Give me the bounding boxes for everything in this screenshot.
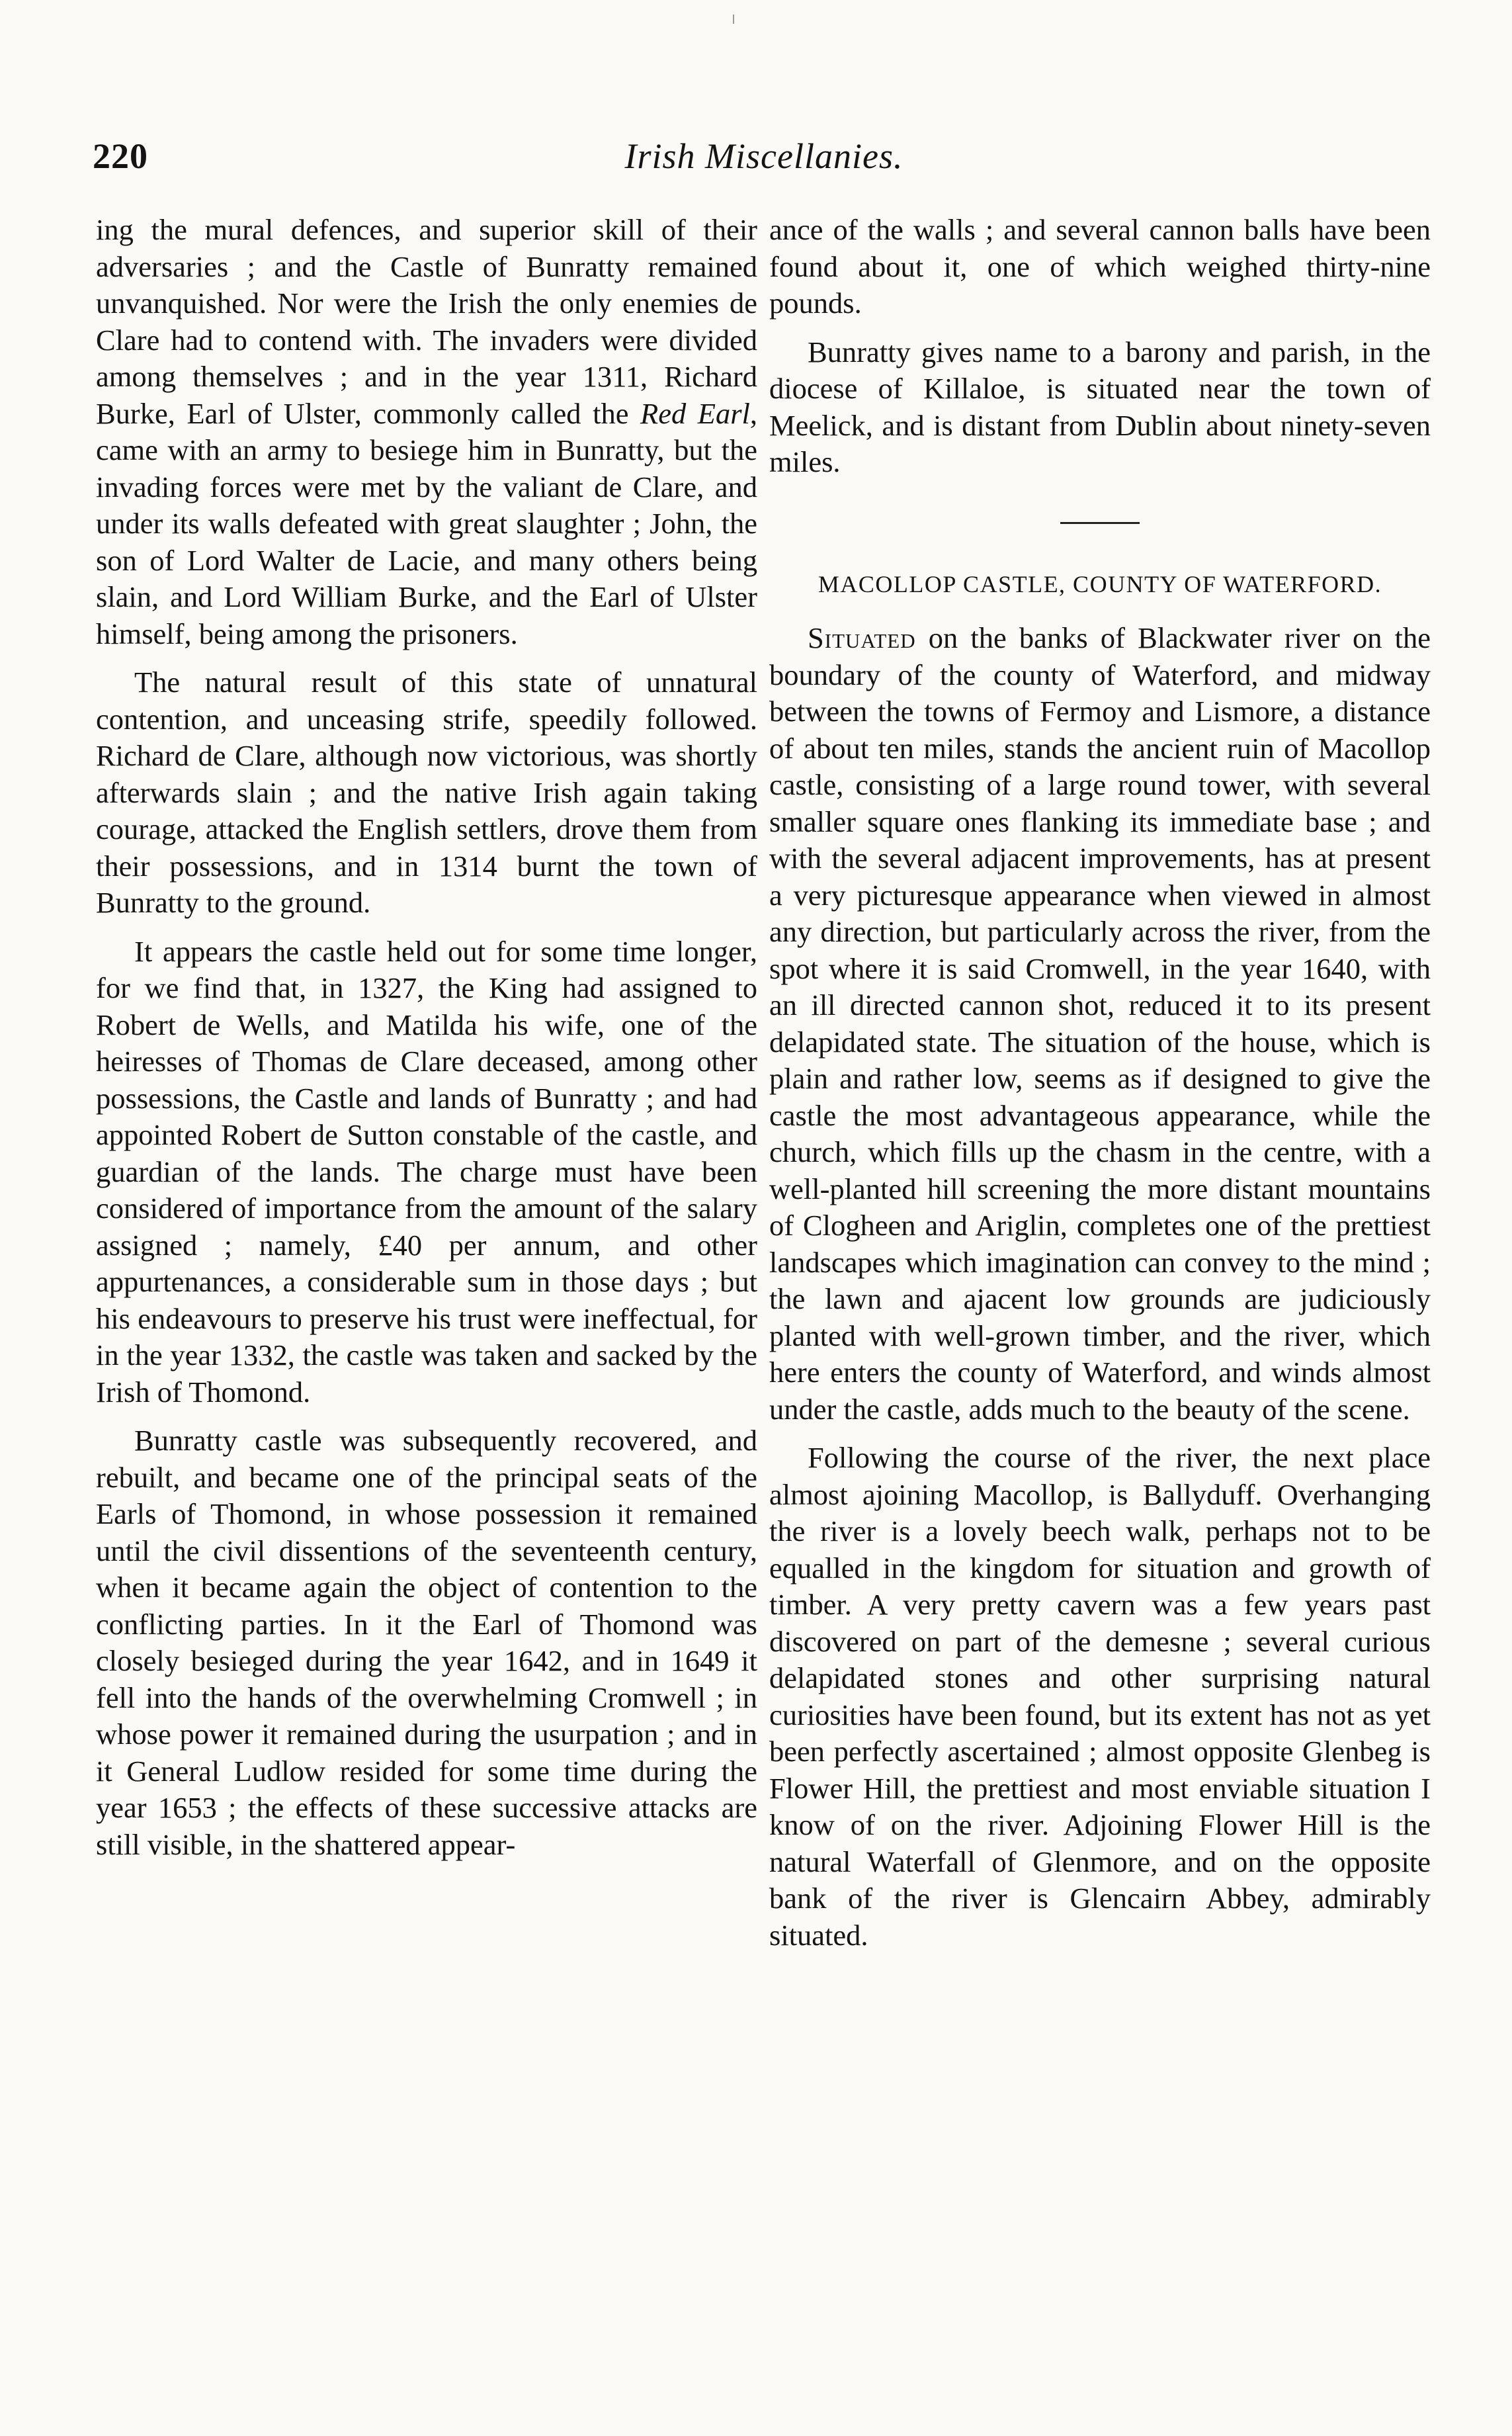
paragraph: Bunratty castle was subsequently recovered, and rebuilt, and became one of the principal seats of the Earls of Thomond, in whose possession it remained until the civil dissentions of the seventeenth century, when it became again the object of contention to the conflicting parties. In it the Earl of Thomond was closely besieged during the year 1642, and in 1649 it fell into the hands of the overwhelming Cromwell ; in whose power it remained during the usurpation ; and in it General Ludlow resided for some time during the year 1653 ; the effects of these successive attacks are still visible, in the shattered appear- xyxy=(96,1424,757,1861)
paragraph-text: on the banks of Blackwater river on the boundary of the county of Waterford, and midway between the towns of Fermoy and Lismore, a distance of about ten miles, stands the ancient ruin of Macollop castle, consisting of a large round tower, with several smaller square ones flanking its immediate base ; and with the several adjacent improvements, has at present a very picturesque appearance when viewed in almost any direction, but particularly across the river, from the spot where it is said Cromwell, in the year 1640, with an ill directed cannon shot, reduced it to its present delapidated state. The situation of the house, which is plain and rather low, seems as if designed to give the castle the most advantageous appearance, while the church, which fills up the chasm in the centre, with a well-planted hill screening the more distant mountains of Clogheen and Ariglin, completes one of the prettiest landscapes which imagination can convey to the mind ; the lawn and ajacent low grounds are judiciously planted with well-grown timber, and the river, which here enters the county of Waterford, and winds almost under the castle, adds much to the beauty of the scene. xyxy=(769,621,1431,1426)
paragraph: The natural result of this state of unnatural contention, and unceasing strife, speedily followed. Richard de Clare, although now victorious, was shortly afterwards slain ; and the native Irish again taking courage, attacked the English settlers, drove them from their possessions, and in 1314 burnt the town of Bunratty to the ground. xyxy=(96,666,757,919)
paragraph: It appears the castle held out for some time longer, for we find that, in 1327, the King had assigned to Robert de Wells, and Matilda his wife, one of the heiresses of Thomas de Clare deceased, among other possessions, the Castle and lands of Bunratty ; and had appointed Robert de Sutton constable of the castle, and guardian of the lands. The charge must have been considered of importance from the amount of the salary assigned ; namely, £40 per annum, and other appurtenances, a considerable sum in those days ; but his endeavours to preserve his trust were ineffectual, for in the year 1332, the castle was taken and sacked by the Irish of Thomond. xyxy=(96,934,757,1409)
paragraph: ing the mural defences, and superior skill of their adversaries ; and the Castle of Bunratty remained unvanquished. Nor were the Irish the only enemies de Clare had to contend with. The invaders were divided among themselves ; and in the year 1311, Richard Burke, Earl of Ulster, commonly called the Red Earl, came with an army to besiege him in Bunratty, but the invading forces were met by the valiant de Clare, and under its walls defeated with great slaughter ; John, the son of Lord Walter de Lacie, and many others being slain, and Lord William Burke, and the Earl of Ulster himself, being among the prisoners. xyxy=(96,213,757,650)
page-number: 220 xyxy=(93,136,148,176)
paragraph: Following the course of the river, the next place almost ajoining Macollop, is Ballyduff. Overhanging the river is a lovely beech walk, perhaps not to be equalled in the kingdom for situation and growth of timber. A very pretty cavern was a few years past discovered on part of the demesne ; several curious delapidated stones and other surprising natural curiosities have been found, but its extent has not as yet been perfectly ascertained ; almost opposite Glenbeg is Flower Hill, the prettiest and most enviable situation I know of on the river. Adjoining Flower Hill is the natural Waterfall of Glenmore, and on the opposite bank of the river is Glencairn Abbey, admirably situated. xyxy=(769,1441,1431,1952)
running-head: Irish Miscellanies. xyxy=(624,136,903,176)
paragraph: ance of the walls ; and several cannon balls have been found about it, one of which weighed thirty-nine pounds. xyxy=(769,213,1431,320)
page-header xyxy=(93,136,1435,189)
section-divider xyxy=(1060,522,1140,524)
paragraph xyxy=(769,620,1431,1428)
paragraph: Bunratty gives name to a barony and parish, in the diocese of Killaloe, is situated near the town of Meelick, and is distant from Dublin about ninety-seven miles. xyxy=(769,335,1431,478)
print-mark xyxy=(733,15,734,24)
left-column xyxy=(96,212,757,1863)
lead-word: Situated xyxy=(808,621,916,654)
italic-name: Red Earl xyxy=(640,396,750,430)
right-column xyxy=(769,212,1431,1954)
section-heading: MACOLLOP CASTLE, COUNTY OF WATERFORD. xyxy=(818,570,1382,597)
